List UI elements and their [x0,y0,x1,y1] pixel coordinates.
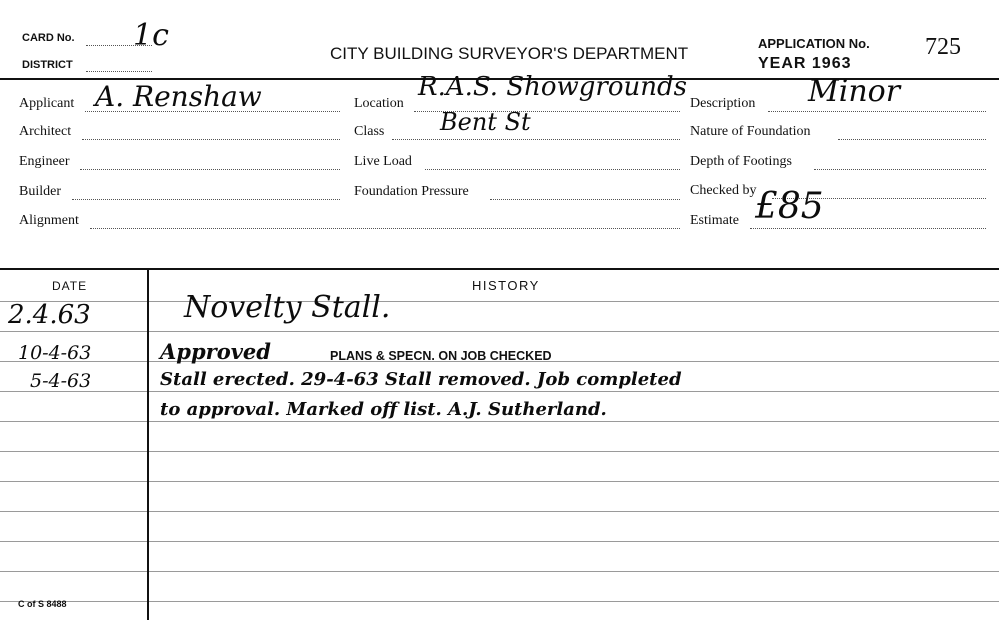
history-row-date: 5-4-63 [30,370,92,392]
ruled-line [0,541,999,542]
checked-stamp: PLANS & SPECN. ON JOB CHECKED [330,349,552,363]
alignment-line [90,228,680,229]
depth-of-footings-line [814,169,986,170]
alignment-label: Alignment [19,213,79,228]
nature-of-foundation-line [838,139,986,140]
class-label: Class [354,124,385,139]
nature-of-foundation-label: Nature of Foundation [690,124,811,139]
history-header: HISTORY [472,278,540,293]
history-divider [0,268,999,270]
form-code: C of S 8488 [18,599,67,609]
description-line [768,111,986,112]
engineer-line [80,169,340,170]
estimate-value: £85 [755,186,824,227]
description-value: Minor [808,74,901,109]
checked-by-label: Checked by [690,183,757,198]
class-line [392,139,680,140]
estimate-label: Estimate [690,213,739,228]
date-header: DATE [52,279,88,293]
applicant-value: A. Renshaw [95,80,262,113]
ruled-line [0,451,999,452]
district-label: DISTRICT [22,59,73,71]
district-line [86,71,152,72]
ruled-line [0,571,999,572]
estimate-line [750,228,986,229]
department-title: CITY BUILDING SURVEYOR'S DEPARTMENT [330,44,689,63]
application-no-value: 725 [925,34,961,60]
card-no-value: 1c [133,18,169,53]
history-row-text: Stall erected. 29-4-63 Stall removed. Job completed [160,369,682,390]
applicant-label: Applicant [19,96,75,111]
engineer-label: Engineer [19,154,70,169]
history-row-text: Novelty Stall. [184,290,391,325]
history-row-date: 2.4.63 [8,300,91,330]
date-column-divider [147,270,149,620]
foundation-pressure-line [490,199,680,200]
history-row-text: Approved [160,339,271,364]
history-row-text: to approval. Marked off list. A.J. Sutherland. [160,399,607,420]
architect-line [82,139,340,140]
ruled-line [0,301,999,302]
description-label: Description [690,96,756,111]
live-load-label: Live Load [354,154,412,169]
location-value-2: Bent St [440,108,531,136]
foundation-pressure-label: Foundation Pressure [354,184,469,199]
ruled-line [0,421,999,422]
history-row-date: 10-4-63 [18,342,92,364]
year-label: YEAR 1963 [758,55,852,72]
ruled-line [0,391,999,392]
application-no-label: APPLICATION No. [758,36,870,51]
depth-of-footings-label: Depth of Footings [690,154,792,169]
builder-label: Builder [19,184,61,199]
architect-label: Architect [19,124,72,139]
ruled-line [0,511,999,512]
builder-line [72,199,340,200]
location-value: R.A.S. Showgrounds [418,72,687,102]
ruled-line [0,601,999,602]
card-no-label: CARD No. [22,32,75,44]
ruled-line [0,481,999,482]
ruled-line [0,331,999,332]
live-load-line [425,169,680,170]
location-label: Location [354,96,404,111]
